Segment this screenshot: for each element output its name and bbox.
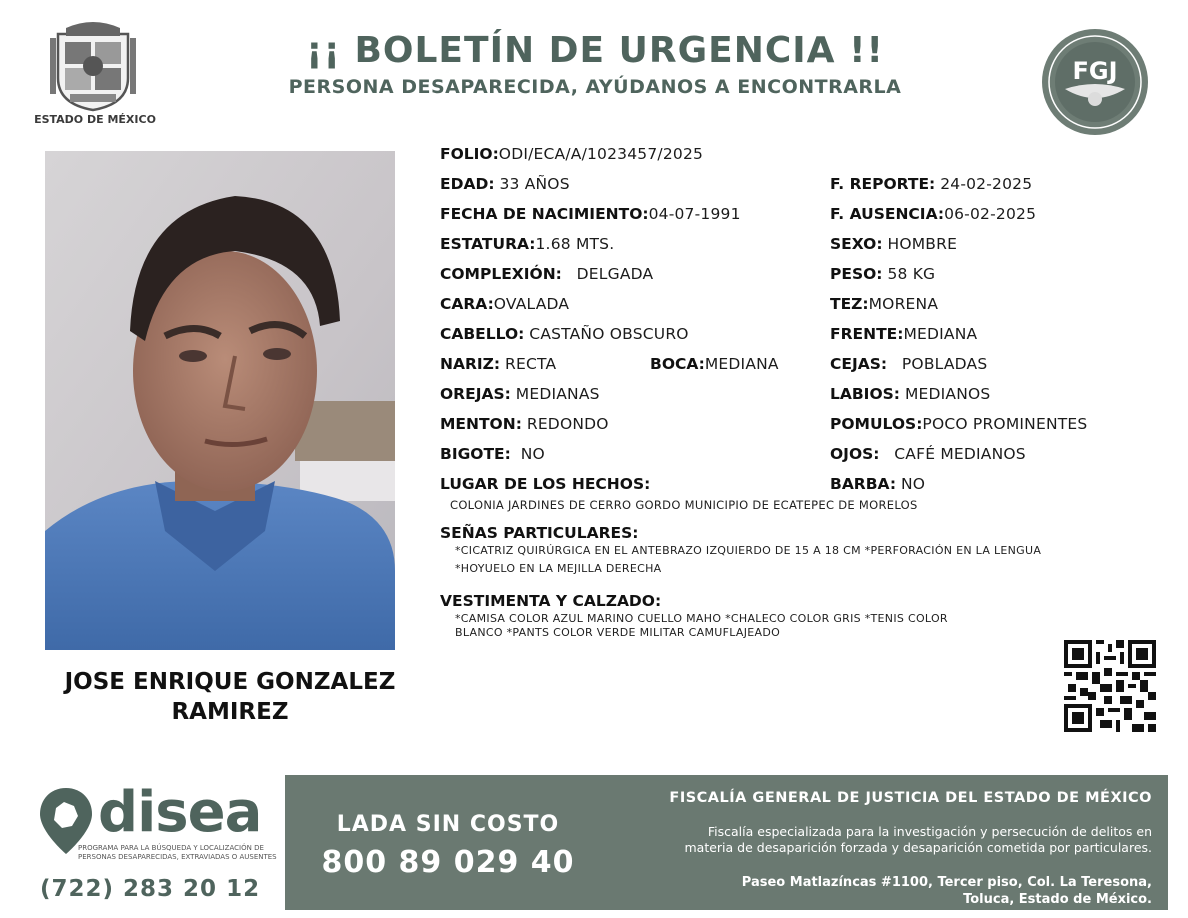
field-folio bbox=[440, 145, 703, 163]
field-orejas bbox=[440, 385, 600, 403]
complexion-value: DELGADA bbox=[576, 265, 654, 283]
tez-label: TEZ: bbox=[830, 295, 869, 313]
field-edad bbox=[440, 175, 570, 193]
edad-value: 33 AÑOS bbox=[499, 175, 570, 193]
fecha-nacimiento-value: 04-07-1991 bbox=[648, 205, 741, 223]
pomulos-value: POCO PROMINENTES bbox=[922, 415, 1088, 433]
estatura-label: ESTATURA: bbox=[440, 235, 536, 253]
qr-code-icon[interactable] bbox=[1064, 640, 1156, 732]
field-frente bbox=[830, 325, 977, 343]
senas-line2: *HOYUELO EN LA MEJILLA DERECHA bbox=[455, 562, 662, 575]
odisea-phone[interactable]: (722) 283 20 12 bbox=[40, 876, 261, 902]
field-f-reporte bbox=[830, 175, 1032, 193]
peso-label: PESO: bbox=[830, 265, 883, 283]
cara-value: OVALADA bbox=[493, 295, 570, 313]
nariz-label: NARIZ: bbox=[440, 355, 501, 373]
odisea-description: PROGRAMA PARA LA BÚSQUEDA Y LOCALIZACIÓN DE PERSONAS DESAPARECIDAS, EXTRAVIADAS O AUSENTES bbox=[78, 844, 277, 861]
menton-label: MENTON: bbox=[440, 415, 522, 433]
field-bigote bbox=[440, 445, 545, 463]
bulletin-title: ¡¡ BOLETÍN DE URGENCIA !! bbox=[306, 30, 884, 71]
field-fecha-nacimiento bbox=[440, 205, 741, 223]
labios-label: LABIOS: bbox=[830, 385, 900, 403]
field-labios bbox=[830, 385, 990, 403]
orejas-label: OREJAS: bbox=[440, 385, 511, 403]
sexo-value: HOMBRE bbox=[887, 235, 958, 253]
field-pomulos bbox=[830, 415, 1087, 433]
barba-label: BARBA: bbox=[830, 475, 897, 493]
fgj-seal-icon bbox=[1040, 27, 1150, 137]
field-barba bbox=[830, 475, 925, 493]
agency-description bbox=[606, 824, 1152, 856]
field-nariz bbox=[440, 355, 556, 373]
tez-value: MORENA bbox=[868, 295, 939, 313]
state-name: ESTADO DE MÉXICO bbox=[34, 113, 156, 126]
nariz-value: RECTA bbox=[505, 355, 557, 373]
pomulos-label: POMULOS: bbox=[830, 415, 923, 433]
field-f-ausencia bbox=[830, 205, 1036, 223]
vestimenta-label: VESTIMENTA Y CALZADO: bbox=[440, 592, 662, 610]
agency-name: FISCALÍA GENERAL DE JUSTICIA DEL ESTADO DE MÉXICO bbox=[669, 790, 1152, 806]
edad-label: EDAD: bbox=[440, 175, 495, 193]
bigote-value: NO bbox=[520, 445, 545, 463]
frente-label: FRENTE: bbox=[830, 325, 904, 343]
labios-value: MEDIANOS bbox=[904, 385, 991, 403]
person-name-line2: RAMIREZ bbox=[171, 699, 289, 725]
agency-description-line1: Fiscalía especializada para la investigación y persecución de delitos en bbox=[707, 824, 1152, 839]
cejas-label: CEJAS: bbox=[830, 355, 888, 373]
folio-label: FOLIO: bbox=[440, 145, 499, 163]
field-tez bbox=[830, 295, 938, 313]
odisea-wordmark: disea bbox=[98, 780, 262, 845]
folio-value: ODI/ECA/A/1023457/2025 bbox=[498, 145, 704, 163]
complexion-label: COMPLEXIÓN: bbox=[440, 265, 562, 283]
peso-value: 58 KG bbox=[887, 265, 936, 283]
address-line1: Paseo Matlazíncas #1100, Tercer piso, Col. La Teresona, bbox=[741, 875, 1152, 890]
f-reporte-value: 24-02-2025 bbox=[940, 175, 1033, 193]
ojos-label: OJOS: bbox=[830, 445, 880, 463]
boca-value: MEDIANA bbox=[704, 355, 779, 373]
lada-sin-costo-label: LADA SIN COSTO bbox=[336, 812, 560, 837]
f-reporte-label: F. REPORTE: bbox=[830, 175, 936, 193]
cabello-label: CABELLO: bbox=[440, 325, 525, 343]
field-estatura bbox=[440, 235, 614, 253]
cara-label: CARA: bbox=[440, 295, 494, 313]
field-peso bbox=[830, 265, 935, 283]
vestimenta-line2: BLANCO *PANTS COLOR VERDE MILITAR CAMUFLAJEADO bbox=[455, 626, 781, 639]
boca-label: BOCA: bbox=[650, 355, 705, 373]
agency-address bbox=[606, 874, 1152, 908]
ojos-value: CAFÉ MEDIANOS bbox=[894, 445, 1026, 463]
menton-value: REDONDO bbox=[526, 415, 609, 433]
senas-label: SEÑAS PARTICULARES: bbox=[440, 524, 639, 542]
fecha-nacimiento-label: FECHA DE NACIMIENTO: bbox=[440, 205, 649, 223]
field-cara bbox=[440, 295, 569, 313]
fgj-logo-text: FGJ bbox=[1072, 57, 1118, 85]
orejas-value: MEDIANAS bbox=[515, 385, 600, 403]
field-cabello bbox=[440, 325, 689, 343]
estatura-value: 1.68 MTS. bbox=[535, 235, 615, 253]
field-complexion bbox=[440, 265, 653, 283]
bulletin-subtitle: PERSONA DESAPARECIDA, AYÚDANOS A ENCONTRARLA bbox=[288, 76, 902, 98]
field-boca bbox=[650, 355, 779, 373]
agency-description-line2: materia de desaparición forzada y desaparición cometida por particulares. bbox=[684, 840, 1152, 855]
f-ausencia-value: 06-02-2025 bbox=[944, 205, 1037, 223]
frente-value: MEDIANA bbox=[903, 325, 978, 343]
lugar-value: COLONIA JARDINES DE CERRO GORDO MUNICIPIO DE ECATEPEC DE MORELOS bbox=[450, 498, 918, 512]
field-menton bbox=[440, 415, 609, 433]
vestimenta-line1: *CAMISA COLOR AZUL MARINO CUELLO MAHO *CHALECO COLOR GRIS *TENIS COLOR bbox=[455, 612, 948, 625]
person-full-name bbox=[30, 667, 430, 727]
senas-line1: *CICATRIZ QUIRÚRGICA EN EL ANTEBRAZO IZQUIERDO DE 15 A 18 CM *PERFORACIÓN EN LA LENGUA bbox=[455, 544, 1042, 557]
missing-person-photo bbox=[45, 151, 395, 650]
address-line2: Toluca, Estado de México. bbox=[963, 892, 1152, 907]
field-ojos bbox=[830, 445, 1026, 463]
bigote-label: BIGOTE: bbox=[440, 445, 511, 463]
person-name-line1: JOSE ENRIQUE GONZALEZ bbox=[64, 669, 396, 695]
field-lugar bbox=[440, 475, 650, 493]
estado-de-mexico-coat-of-arms-icon bbox=[48, 20, 138, 112]
sexo-label: SEXO: bbox=[830, 235, 883, 253]
lada-phone-number[interactable]: 800 89 029 40 bbox=[321, 845, 575, 880]
cejas-value: POBLADAS bbox=[901, 355, 988, 373]
field-sexo bbox=[830, 235, 957, 253]
f-ausencia-label: F. AUSENCIA: bbox=[830, 205, 945, 223]
field-cejas bbox=[830, 355, 987, 373]
lugar-label: LUGAR DE LOS HECHOS: bbox=[440, 475, 651, 493]
cabello-value: CASTAÑO OBSCURO bbox=[529, 325, 689, 343]
barba-value: NO bbox=[900, 475, 926, 493]
